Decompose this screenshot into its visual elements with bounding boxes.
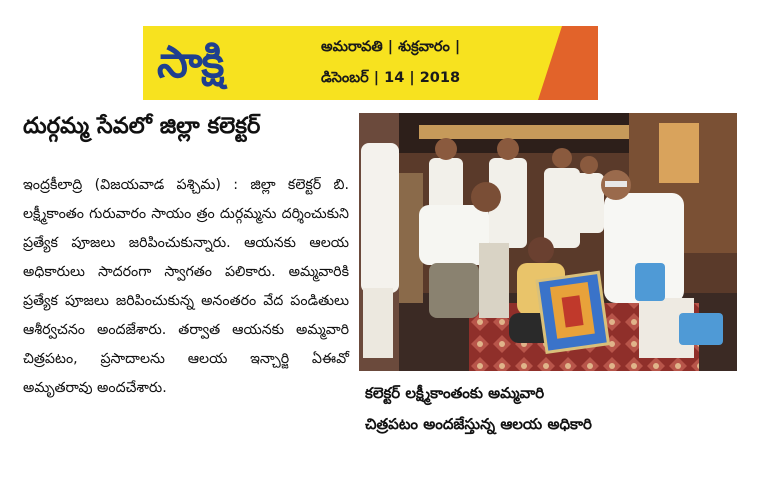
article-body: ఇంద్రకీలాద్రి (విజయవాడ పశ్చిమ) : జిల్లా కలెక్టర్ బి. లక్ష్మీకాంతం గురువారం సాయం త్రం దుర్గమ్మను దర్శించుకుని ప్రత్యేక పూజలు జరిపించుకున్నారు. ఆయనకు ఆలయ అధికారులు సాదరంగా స్వాగతం పలికారు. అమ్మవారికి ప్రత్యేక పూజలు జరిపించుకున్న అనంతరం వేద పండితులు ఆశీర్వచనం అందజేశారు. తర్వాత ఆయనకు అమ్మవారి చిత్రపటం, ప్రసాదాలను ఆలయ ఇన్చార్జి ఏఈవో అమృతరావు అందచేశారు. [23,177,349,396]
masthead-accent-shape [538,26,598,100]
photo-caption-line-2: చిత్రపటం అందజేస్తున్న ఆలయ అధికారి [365,415,592,433]
newspaper-logo: సాక్షి [157,37,224,88]
news-photo [359,113,737,371]
photo-caption [365,378,745,440]
newspaper-masthead [143,26,598,100]
photo-caption-line-1: కలెక్టర్ లక్ష్మీకాంతంకు అమ్మవారి [365,384,545,402]
masthead-place-day: అమరావతి | శుక్రవారం | [321,39,461,55]
masthead-date: డిసెంబర్ | 14 | 2018 [321,70,461,86]
article-headline: దుర్గమ్మ సేవలో జిల్లా కలెక్టర్ [23,113,261,139]
